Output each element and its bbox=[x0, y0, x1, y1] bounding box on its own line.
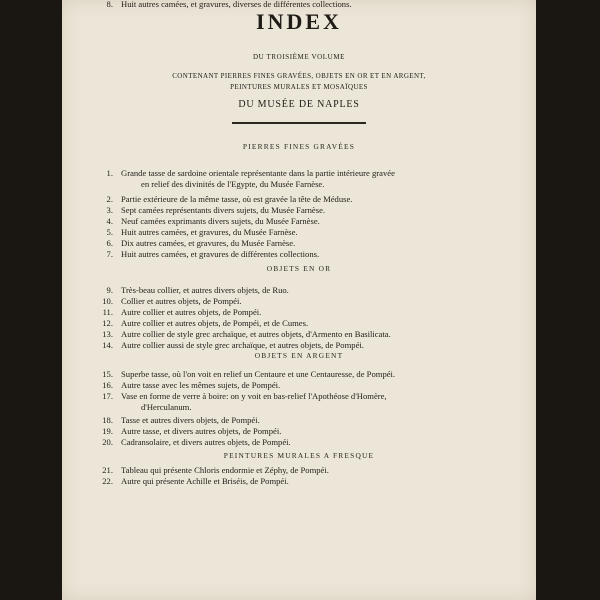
entry-number: 6. bbox=[106, 238, 113, 248]
entry-text: Grande tasse de sardoine orientale représentante dans la partie intérieure gravée bbox=[121, 168, 395, 178]
section-heading: OBJETS EN ARGENT bbox=[254, 351, 344, 360]
entry-text: Huit autres camées, et gravures, diverses de différentes collections. bbox=[121, 0, 352, 9]
entry-text: Tableau qui présente Chloris endormie et Zéphy, de Pompéi. bbox=[121, 465, 329, 475]
section-heading: PEINTURES MURALES A FRESQUE bbox=[223, 451, 375, 460]
entry-text: Collier et autres objets, de Pompéi. bbox=[121, 296, 242, 306]
entry-number: 12. bbox=[102, 318, 113, 328]
entry-number: 9. bbox=[106, 285, 113, 295]
entry-text: Très-beau collier, et autres divers objets, de Ruo. bbox=[121, 285, 289, 295]
entry-text: Autre collier de style grec archaïque, et autres objets, d'Armento en Basilicata. bbox=[121, 329, 391, 339]
entry-continuation-text: d'Herculanum. bbox=[141, 402, 192, 412]
entry-number: 3. bbox=[106, 205, 113, 215]
entry-number: 15. bbox=[102, 369, 113, 379]
entry-number: 21. bbox=[102, 465, 113, 475]
entry-number: 13. bbox=[102, 329, 113, 339]
entry-text: Tasse et autres divers objets, de Pompéi. bbox=[121, 415, 260, 425]
document-page bbox=[62, 0, 536, 600]
entry-text: Autre tasse, et divers autres objets, de Pompéi. bbox=[121, 426, 282, 436]
entry-text: Huit autres camées, et gravures de différentes collections. bbox=[121, 249, 320, 259]
entry-number: 7. bbox=[106, 249, 113, 259]
entry-continuation-text: en relief des divinités de l'Egypte, du Musée Farnèse. bbox=[141, 179, 325, 189]
entry-text: Cadransolaire, et divers autres objets, de Pompéi. bbox=[121, 437, 291, 447]
entry-number: 4. bbox=[106, 216, 113, 226]
entry-number: 16. bbox=[102, 380, 113, 390]
entry-number: 14. bbox=[102, 340, 113, 350]
entry-text: Partie extérieure de la même tasse, où est gravée la tête de Méduse. bbox=[121, 194, 353, 204]
entry-text: Autre collier aussi de style grec archaïque, et autres objets, de Pompéi. bbox=[121, 340, 364, 350]
volume-subtitle: DU TROISIÈME VOLUME bbox=[252, 53, 346, 61]
entry-text: Sept camées représentants divers sujets, du Musée Farnèse. bbox=[121, 205, 326, 215]
entry-number: 22. bbox=[102, 476, 113, 486]
entry-number: 19. bbox=[102, 426, 113, 436]
entry-text: Huit autres camées, et gravures, du Musée Farnèse. bbox=[121, 227, 298, 237]
entry-number: 8. bbox=[106, 0, 113, 9]
contents-subtitle-line1: CONTENANT PIERRES FINES GRAVÉES, OBJETS EN OR ET EN ARGENT, bbox=[172, 72, 426, 80]
entry-number: 17. bbox=[102, 391, 113, 401]
page-title: INDEX bbox=[256, 9, 342, 34]
section-heading: OBJETS EN OR bbox=[266, 264, 332, 273]
entry-number: 2. bbox=[106, 194, 113, 204]
entry-text: Autre collier et autres objets, de Pompéi. bbox=[121, 307, 262, 317]
section-heading: PIERRES FINES GRAVÉES bbox=[242, 142, 356, 151]
entry-text: Neuf camées exprimants divers sujets, du Musée Farnèse. bbox=[121, 216, 320, 226]
contents-subtitle-line2: PEINTURES MURALES ET MOSAÏQUES bbox=[230, 83, 368, 91]
entry-number: 11. bbox=[102, 307, 113, 317]
entry-number: 18. bbox=[102, 415, 113, 425]
entry-text: Autre tasse avec les mêmes sujets, de Pompéi. bbox=[121, 380, 281, 390]
title-rule bbox=[232, 122, 366, 124]
entry-number: 20. bbox=[102, 437, 113, 447]
entry-text: Autre qui présente Achille et Briséis, de Pompéi. bbox=[121, 476, 289, 486]
entry-number: 10. bbox=[102, 296, 113, 306]
entry-text: Superbe tasse, où l'on voit en relief un Centaure et une Centauresse, de Pompéi. bbox=[121, 369, 396, 379]
entry-number: 1. bbox=[106, 168, 113, 178]
entry-text: Dix autres camées, et gravures, du Musée Farnèse. bbox=[121, 238, 296, 248]
entry-number: 5. bbox=[106, 227, 113, 237]
museum-subtitle: DU MUSÉE DE NAPLES bbox=[238, 99, 360, 110]
entry-text: Vase en forme de verre à boire: on y voit en bas-relief l'Apothéose d'Homère, bbox=[121, 391, 387, 401]
entry-text: Autre collier et autres objets, de Pompéi, et de Cumes. bbox=[121, 318, 309, 328]
